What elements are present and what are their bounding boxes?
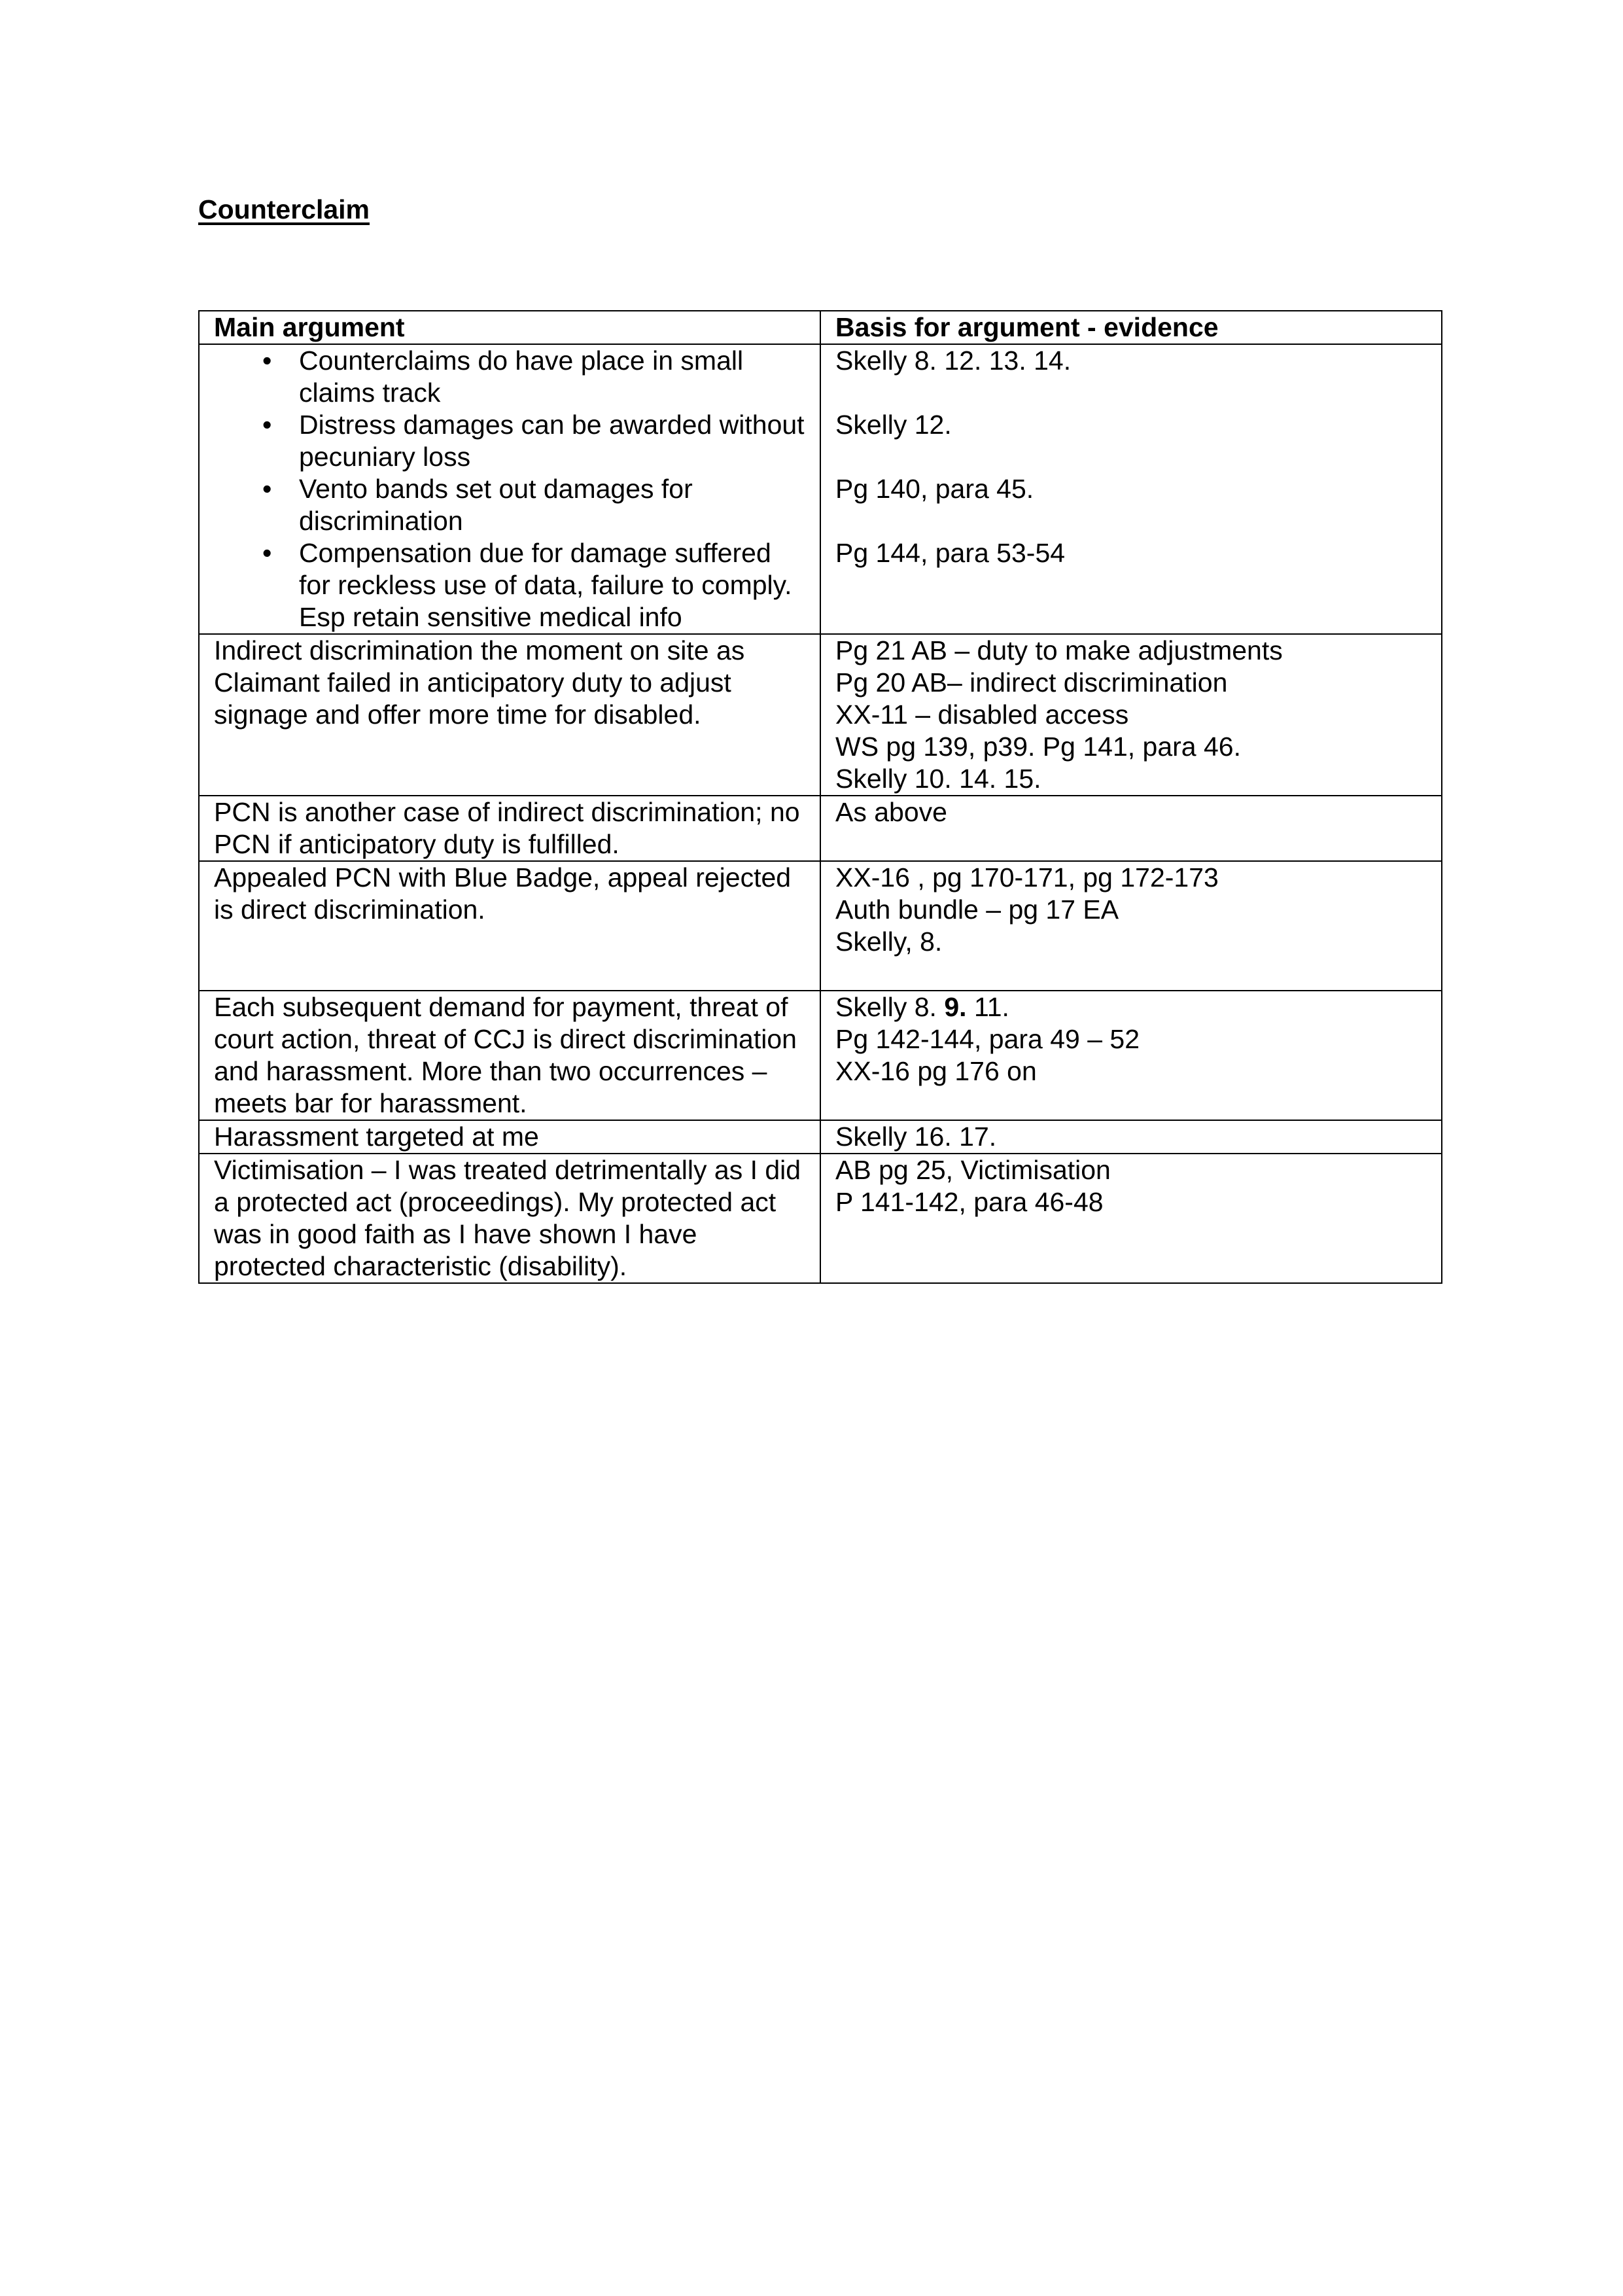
- table-row: [199, 344, 1442, 634]
- evidence-line: AB pg 25, Victimisation: [835, 1155, 1111, 1185]
- table-header-row: [199, 311, 1442, 344]
- evidence-line: Skelly 8. 12. 13. 14.: [835, 345, 1072, 376]
- evidence-line: Skelly, 8.: [835, 927, 943, 957]
- table-row: [199, 634, 1442, 796]
- bullet-text: Compensation due for damage suffered for reckless use of data, failure to comply. Esp retain sensitive medical info: [299, 538, 792, 632]
- bullet-text: Distress damages can be awarded without pecuniary loss: [299, 410, 805, 472]
- evidence-cell: [820, 1154, 1442, 1283]
- argument-cell: PCN is another case of indirect discrimination; no PCN if anticipatory duty is fulfilled.: [199, 796, 820, 861]
- evidence-line: XX-11 – disabled access: [835, 699, 1129, 730]
- header-main-argument: Main argument: [199, 311, 820, 344]
- evidence-line: Pg 21 AB – duty to make adjustments: [835, 635, 1283, 665]
- evidence-line: Pg 20 AB– indirect discrimination: [835, 667, 1228, 698]
- argument-cell: [199, 344, 820, 634]
- evidence-cell: [820, 796, 1442, 861]
- list-item: [214, 537, 807, 633]
- table-row: [199, 796, 1442, 861]
- argument-table: [198, 310, 1442, 1284]
- table-row: [199, 1120, 1442, 1154]
- header-basis-evidence: Basis for argument - evidence: [820, 311, 1442, 344]
- argument-bullet-list: [214, 345, 807, 633]
- bullet-icon: •: [262, 474, 272, 504]
- evidence-line: XX-16 pg 176 on: [835, 1056, 1037, 1086]
- evidence-cell: [820, 1120, 1442, 1154]
- evidence-line: Skelly 16. 17.: [835, 1122, 997, 1152]
- evidence-line: Skelly 10. 14. 15.: [835, 764, 1041, 794]
- evidence-line: Pg 142-144, para 49 – 52: [835, 1024, 1140, 1054]
- evidence-line: Pg 144, para 53-54: [835, 538, 1066, 568]
- evidence-cell: [820, 634, 1442, 796]
- bullet-text: Vento bands set out damages for discrimination: [299, 474, 693, 536]
- bullet-text: Counterclaims do have place in small claims track: [299, 345, 744, 408]
- evidence-line: Pg 140, para 45.: [835, 474, 1034, 504]
- argument-cell: Victimisation – I was treated detrimentally as I did a protected act (proceedings). My protected act was in good faith as I have shown I have protected characteristic (disability).: [199, 1154, 820, 1283]
- argument-cell: Indirect discrimination the moment on site as Claimant failed in anticipatory duty to adjust signage and offer more time for disabled.: [199, 634, 820, 796]
- evidence-line: P 141-142, para 46-48: [835, 1187, 1104, 1217]
- evidence-line: XX-16 , pg 170-171, pg 172-173: [835, 862, 1219, 892]
- evidence-cell: [820, 861, 1442, 991]
- list-item: [214, 345, 807, 409]
- table-row: [199, 1154, 1442, 1283]
- evidence-cell: [820, 344, 1442, 634]
- evidence-text: 11.: [966, 992, 1009, 1022]
- evidence-line: Auth bundle – pg 17 EA: [835, 894, 1119, 925]
- evidence-bold-text: 9.: [944, 992, 967, 1022]
- bullet-icon: •: [262, 345, 272, 376]
- table-row: [199, 991, 1442, 1120]
- list-item: [214, 473, 807, 537]
- evidence-line: WS pg 139, p39. Pg 141, para 46.: [835, 732, 1241, 762]
- evidence-line: [835, 991, 1428, 1023]
- argument-cell: Appealed PCN with Blue Badge, appeal rejected is direct discrimination.: [199, 861, 820, 991]
- evidence-line: As above: [835, 797, 947, 827]
- bullet-icon: •: [262, 410, 272, 440]
- evidence-cell: [820, 991, 1442, 1120]
- argument-cell: Each subsequent demand for payment, threat of court action, threat of CCJ is direct discrimination and harassment. More than two occurrences – meets bar for harassment.: [199, 991, 820, 1120]
- evidence-line: Skelly 12.: [835, 410, 952, 440]
- argument-cell: Harassment targeted at me: [199, 1120, 820, 1154]
- bullet-icon: •: [262, 538, 272, 568]
- document-title: Counterclaim: [198, 194, 370, 224]
- evidence-text: Skelly 8.: [835, 992, 945, 1022]
- table-row: [199, 861, 1442, 991]
- list-item: [214, 409, 807, 473]
